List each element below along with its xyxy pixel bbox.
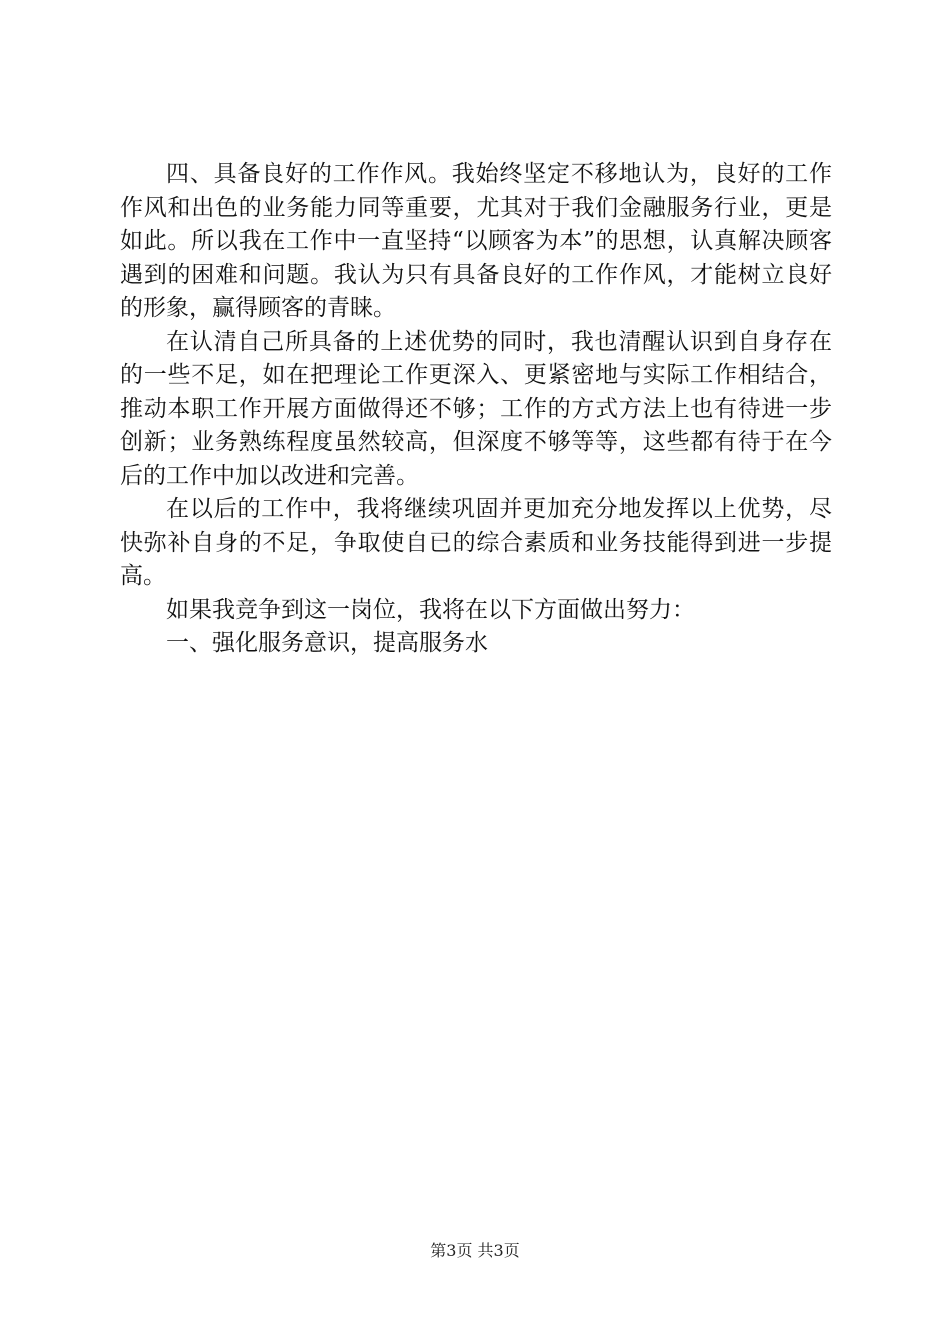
page-number-footer: 第3页 共3页 — [430, 1241, 520, 1260]
paragraph-if-appointed: 如果我竞争到这一岗位，我将在以下方面做出努力： — [166, 596, 695, 623]
paragraph-shortcomings: 在认清自己所具备的上述优势的同时，我也清醒认识到自身存在的一些不足，如在把理论工作更深入、更紧密地与实际工作相结合，推动本职工作开展方面做得还不够；工作的方式方法上也有待进一步创新；业务熟练程度虽然较高，但深度不够等等，这些都有待于在今后的工作中加以改进和完善。 — [120, 328, 832, 489]
document-body — [120, 158, 832, 661]
paragraph-work-style: 四、具备良好的工作作风。我始终坚定不移地认为，良好的工作作风和出色的业务能力同等重要，尤其对于我们金融服务行业，更是如此。所以我在工作中一直坚持“以顾客为本”的思想，认真解决顾客遇到的困难和问题。我认为只有具备良好的工作作风，才能树立良好的形象，赢得顾客的青睐。 — [120, 161, 832, 321]
paragraph-service-heading: 一、强化服务意识，提高服务水 — [166, 630, 488, 656]
paragraph-future-work: 在以后的工作中，我将继续巩固并更加充分地发挥以上优势，尽快弥补自身的不足，争取使自已的综合素质和业务技能得到进一步提高。 — [120, 496, 832, 589]
